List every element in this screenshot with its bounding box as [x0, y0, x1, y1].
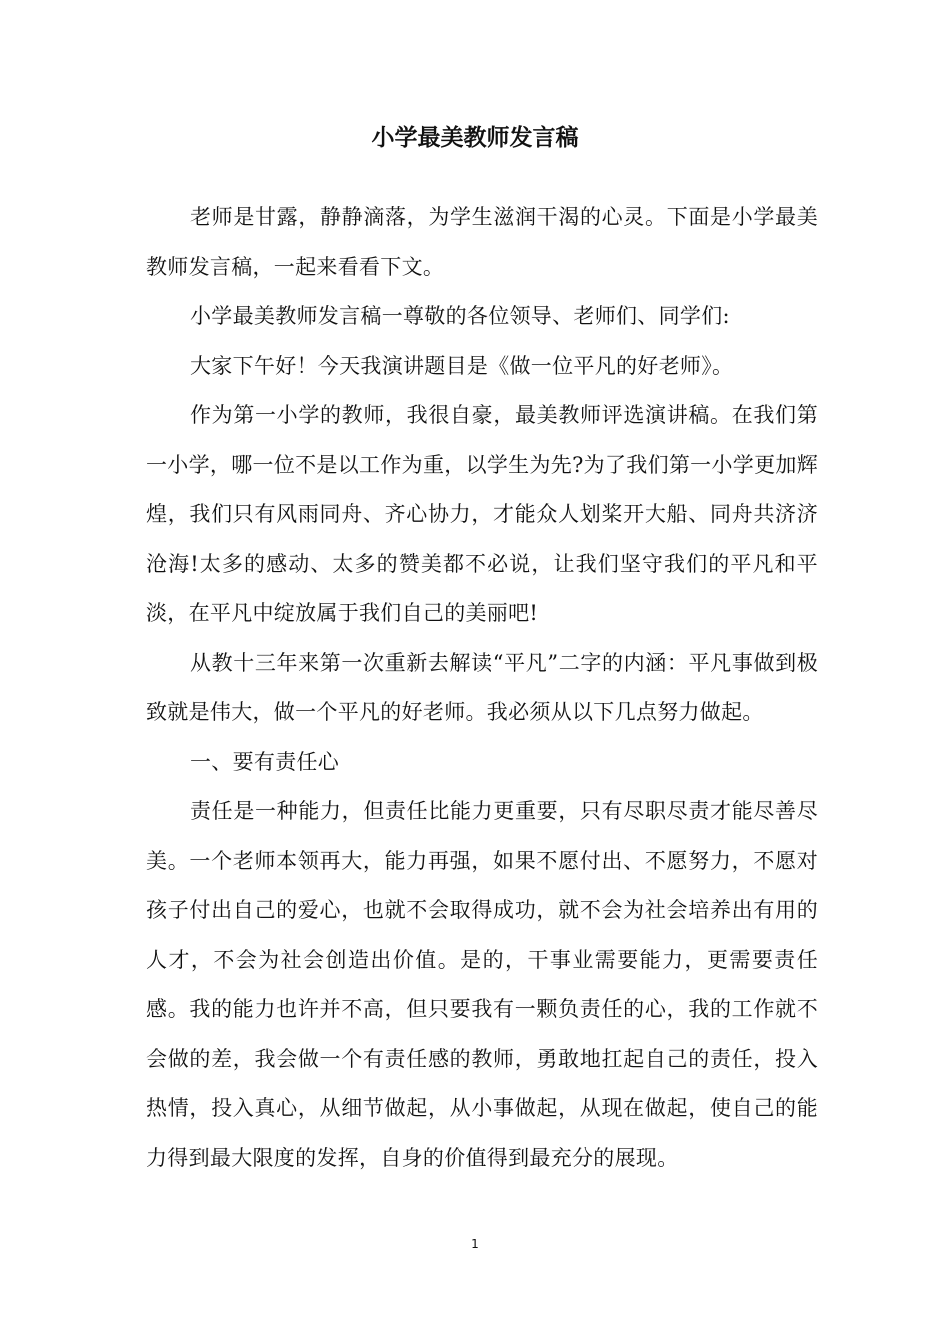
page-number: 1 — [471, 1237, 479, 1251]
document-body — [146, 193, 818, 1183]
paragraph-ordinary: 从教十三年来第一次重新去解读“平凡”二字的内涵：平凡事做到极致就是伟大，做一个平凡的好老师。我必须从以下几点努力做起。 — [146, 650, 818, 724]
paragraph-pride: 作为第一小学的教师，我很自豪，最美教师评选演讲稿。在我们第一小学，哪一位不是以工作为重，以学生为先?为了我们第一小学更加辉煌，我们只有风雨同舟、齐心协力，才能众人划桨开大船、同舟共济济沧海!太多的感动、太多的赞美都不必说，让我们坚守我们的平凡和平淡，在平凡中绽放属于我们自己的美丽吧! — [146, 403, 818, 625]
document-title: 小学最美教师发言稿 — [371, 125, 579, 151]
section-heading-responsibility: 一、要有责任心 — [190, 749, 340, 774]
paragraph-greeting: 大家下午好！今天我演讲题目是《做一位平凡的好老师》。 — [190, 353, 734, 378]
paragraph-intro: 老师是甘露，静静滴落，为学生滋润干渴的心灵。下面是小学最美教师发言稿，一起来看看下文。 — [146, 205, 818, 279]
paragraph-responsibility: 责任是一种能力，但责任比能力更重要，只有尽职尽责才能尽善尽美。一个老师本领再大，能力再强，如果不愿付出、不愿努力，不愿对孩子付出自己的爱心，也就不会取得成功，就不会为社会培养出有用的人才，不会为社会创造出价值。是的，干事业需要能力，更需要责任感。我的能力也许并不高，但只要我有一颗负责任的心，我的工作就不会做的差，我会做一个有责任感的教师，勇敢地扛起自己的责任，投入热情，投入真心，从细节做起，从小事做起，从现在做起，使自己的能力得到最大限度的发挥，自身的价值得到最充分的展现。 — [146, 799, 818, 1170]
paragraph-salutation: 小学最美教师发言稿一尊敬的各位领导、老师们、同学们: — [190, 304, 730, 328]
